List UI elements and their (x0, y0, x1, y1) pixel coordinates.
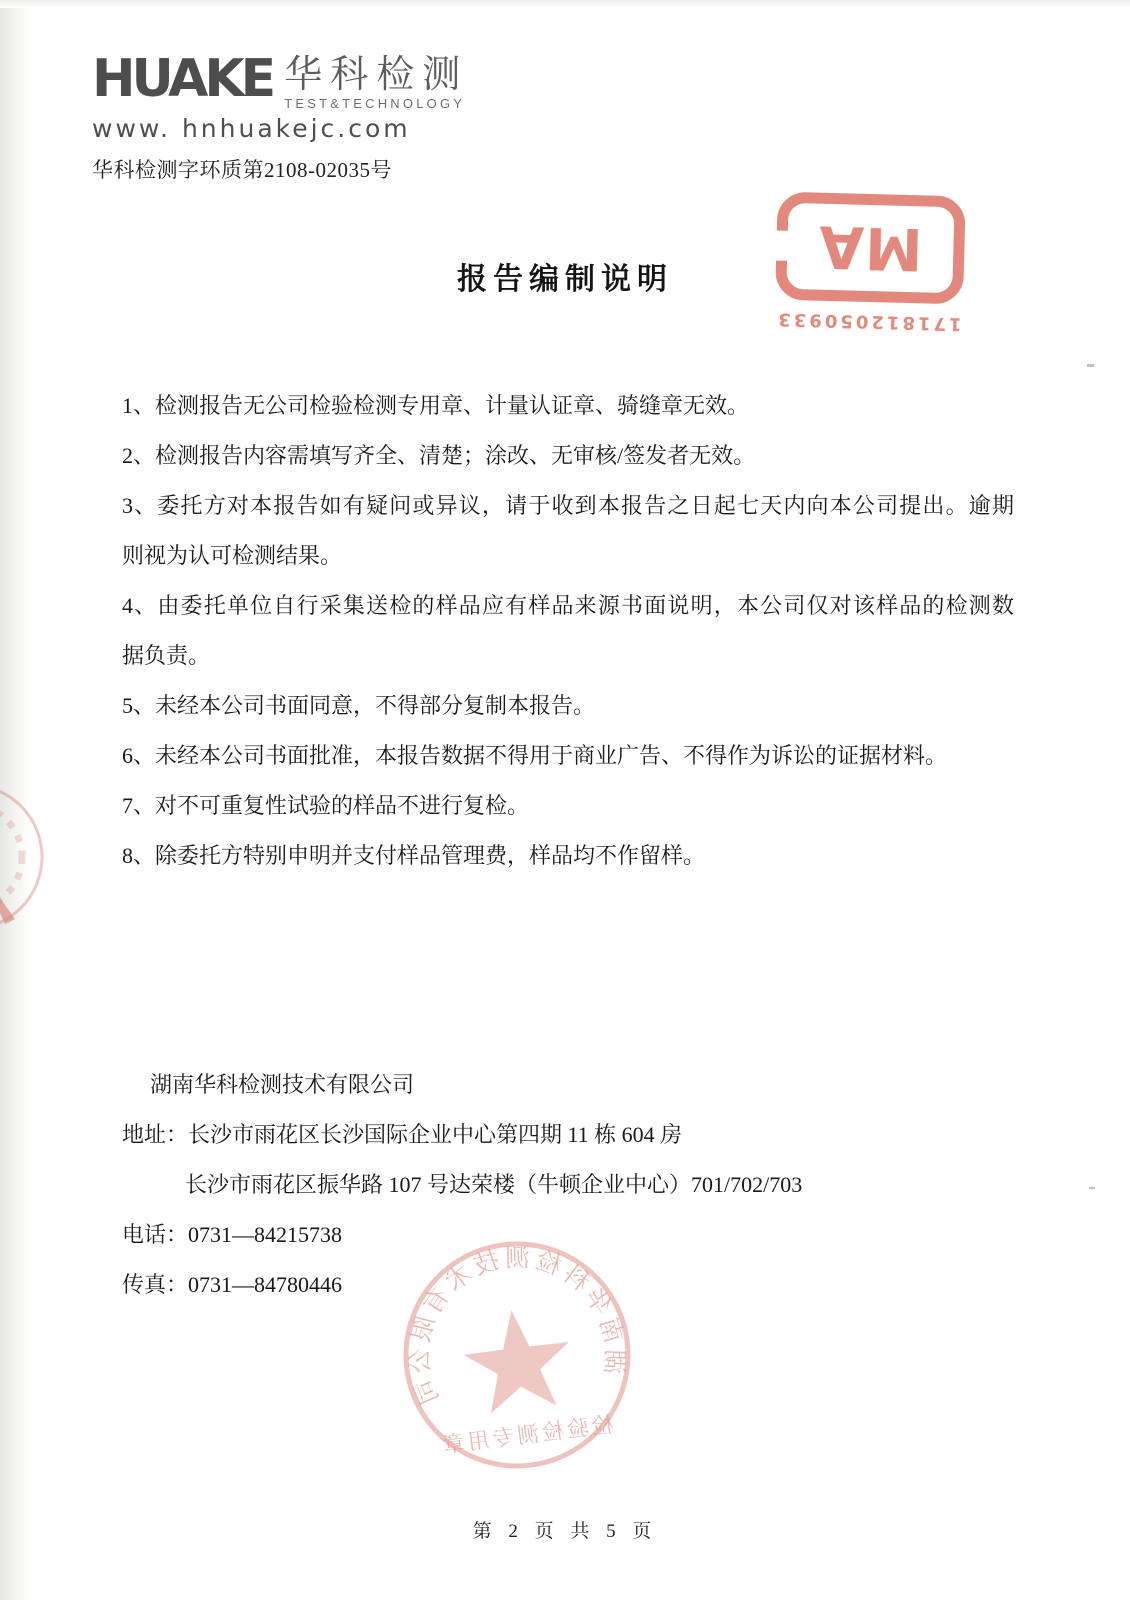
scan-artifact (1089, 1187, 1095, 1189)
cma-stamp (768, 191, 972, 334)
company-logo (92, 49, 469, 111)
scan-artifact (1087, 364, 1094, 367)
cma-stamp-number: 171812050933 (775, 308, 962, 335)
fax-line: 传真：0731—84780446 (122, 1272, 343, 1297)
seal-star-icon (459, 1304, 577, 1416)
cma-stamp-letters: MA (817, 212, 924, 284)
phone-line: 电话：0731—84215738 (122, 1222, 343, 1247)
company-seal (384, 1222, 649, 1487)
scan-edge-top (0, 0, 1130, 8)
note-item-4-line-2: 据负责。 (122, 643, 211, 668)
header (92, 49, 469, 184)
logo-wordmark-en: HUAKE (92, 49, 273, 109)
note-item-8: 8、除委托方特别申明并支付样品管理费，样品均不作留样。 (122, 843, 706, 868)
report-doc-number: 华科检测字环质第2108-02035号 (92, 158, 392, 182)
note-item-4-line-1: 4、由委托单位自行采集送检的样品应有样品来源书面说明，本公司仅对该样品的检测数 (122, 593, 1014, 618)
page-title: 报告编制说明 (457, 263, 673, 296)
cma-stamp-ring (775, 192, 966, 305)
edge-stamp (0, 772, 52, 940)
website-url: www. hnhuakejc.com (92, 114, 411, 143)
logo-tagline: TEST&TECHNOLOGY (284, 96, 466, 111)
address-line-2: 长沙市雨花区振华路 107 号达荣楼（牛顿企业中心）701/702/703 (185, 1172, 803, 1197)
seal-ring-text: 湖南华科检测技术有限公司 (406, 1245, 628, 1412)
note-item-5: 5、未经本公司书面同意，不得部分复制本报告。 (122, 693, 596, 718)
seal-bottom-text: 检验检测专用章 (438, 1411, 616, 1458)
notes-list (122, 381, 1014, 881)
note-item-1: 1、检测报告无公司检验检测专用章、计量认证章、骑缝章无效。 (122, 393, 750, 418)
company-name: 湖南华科检测技术有限公司 (150, 1072, 415, 1097)
note-item-3-line-2: 则视为认可检测结果。 (122, 543, 343, 568)
note-item-6: 6、未经本公司书面批准，本报告数据不得用于商业广告、不得作为诉讼的证据材料。 (122, 743, 948, 768)
logo-wordmark-cn: 华科检测 (284, 54, 469, 96)
address-line-1: 地址：长沙市雨花区长沙国际企业中心第四期 11 栋 604 房 (122, 1122, 683, 1147)
note-item-7: 7、对不可重复性试验的样品不进行复检。 (122, 793, 530, 818)
page-indicator: 第 2 页 共 5 页 (472, 1521, 658, 1542)
note-item-3-line-1: 3、委托方对本报告如有疑问或异议，请于收到本报告之日起七天内向本公司提出。逾期 (122, 493, 1014, 518)
note-item-2: 2、检测报告内容需填写齐全、清楚；涂改、无审核/签发者无效。 (122, 443, 756, 468)
